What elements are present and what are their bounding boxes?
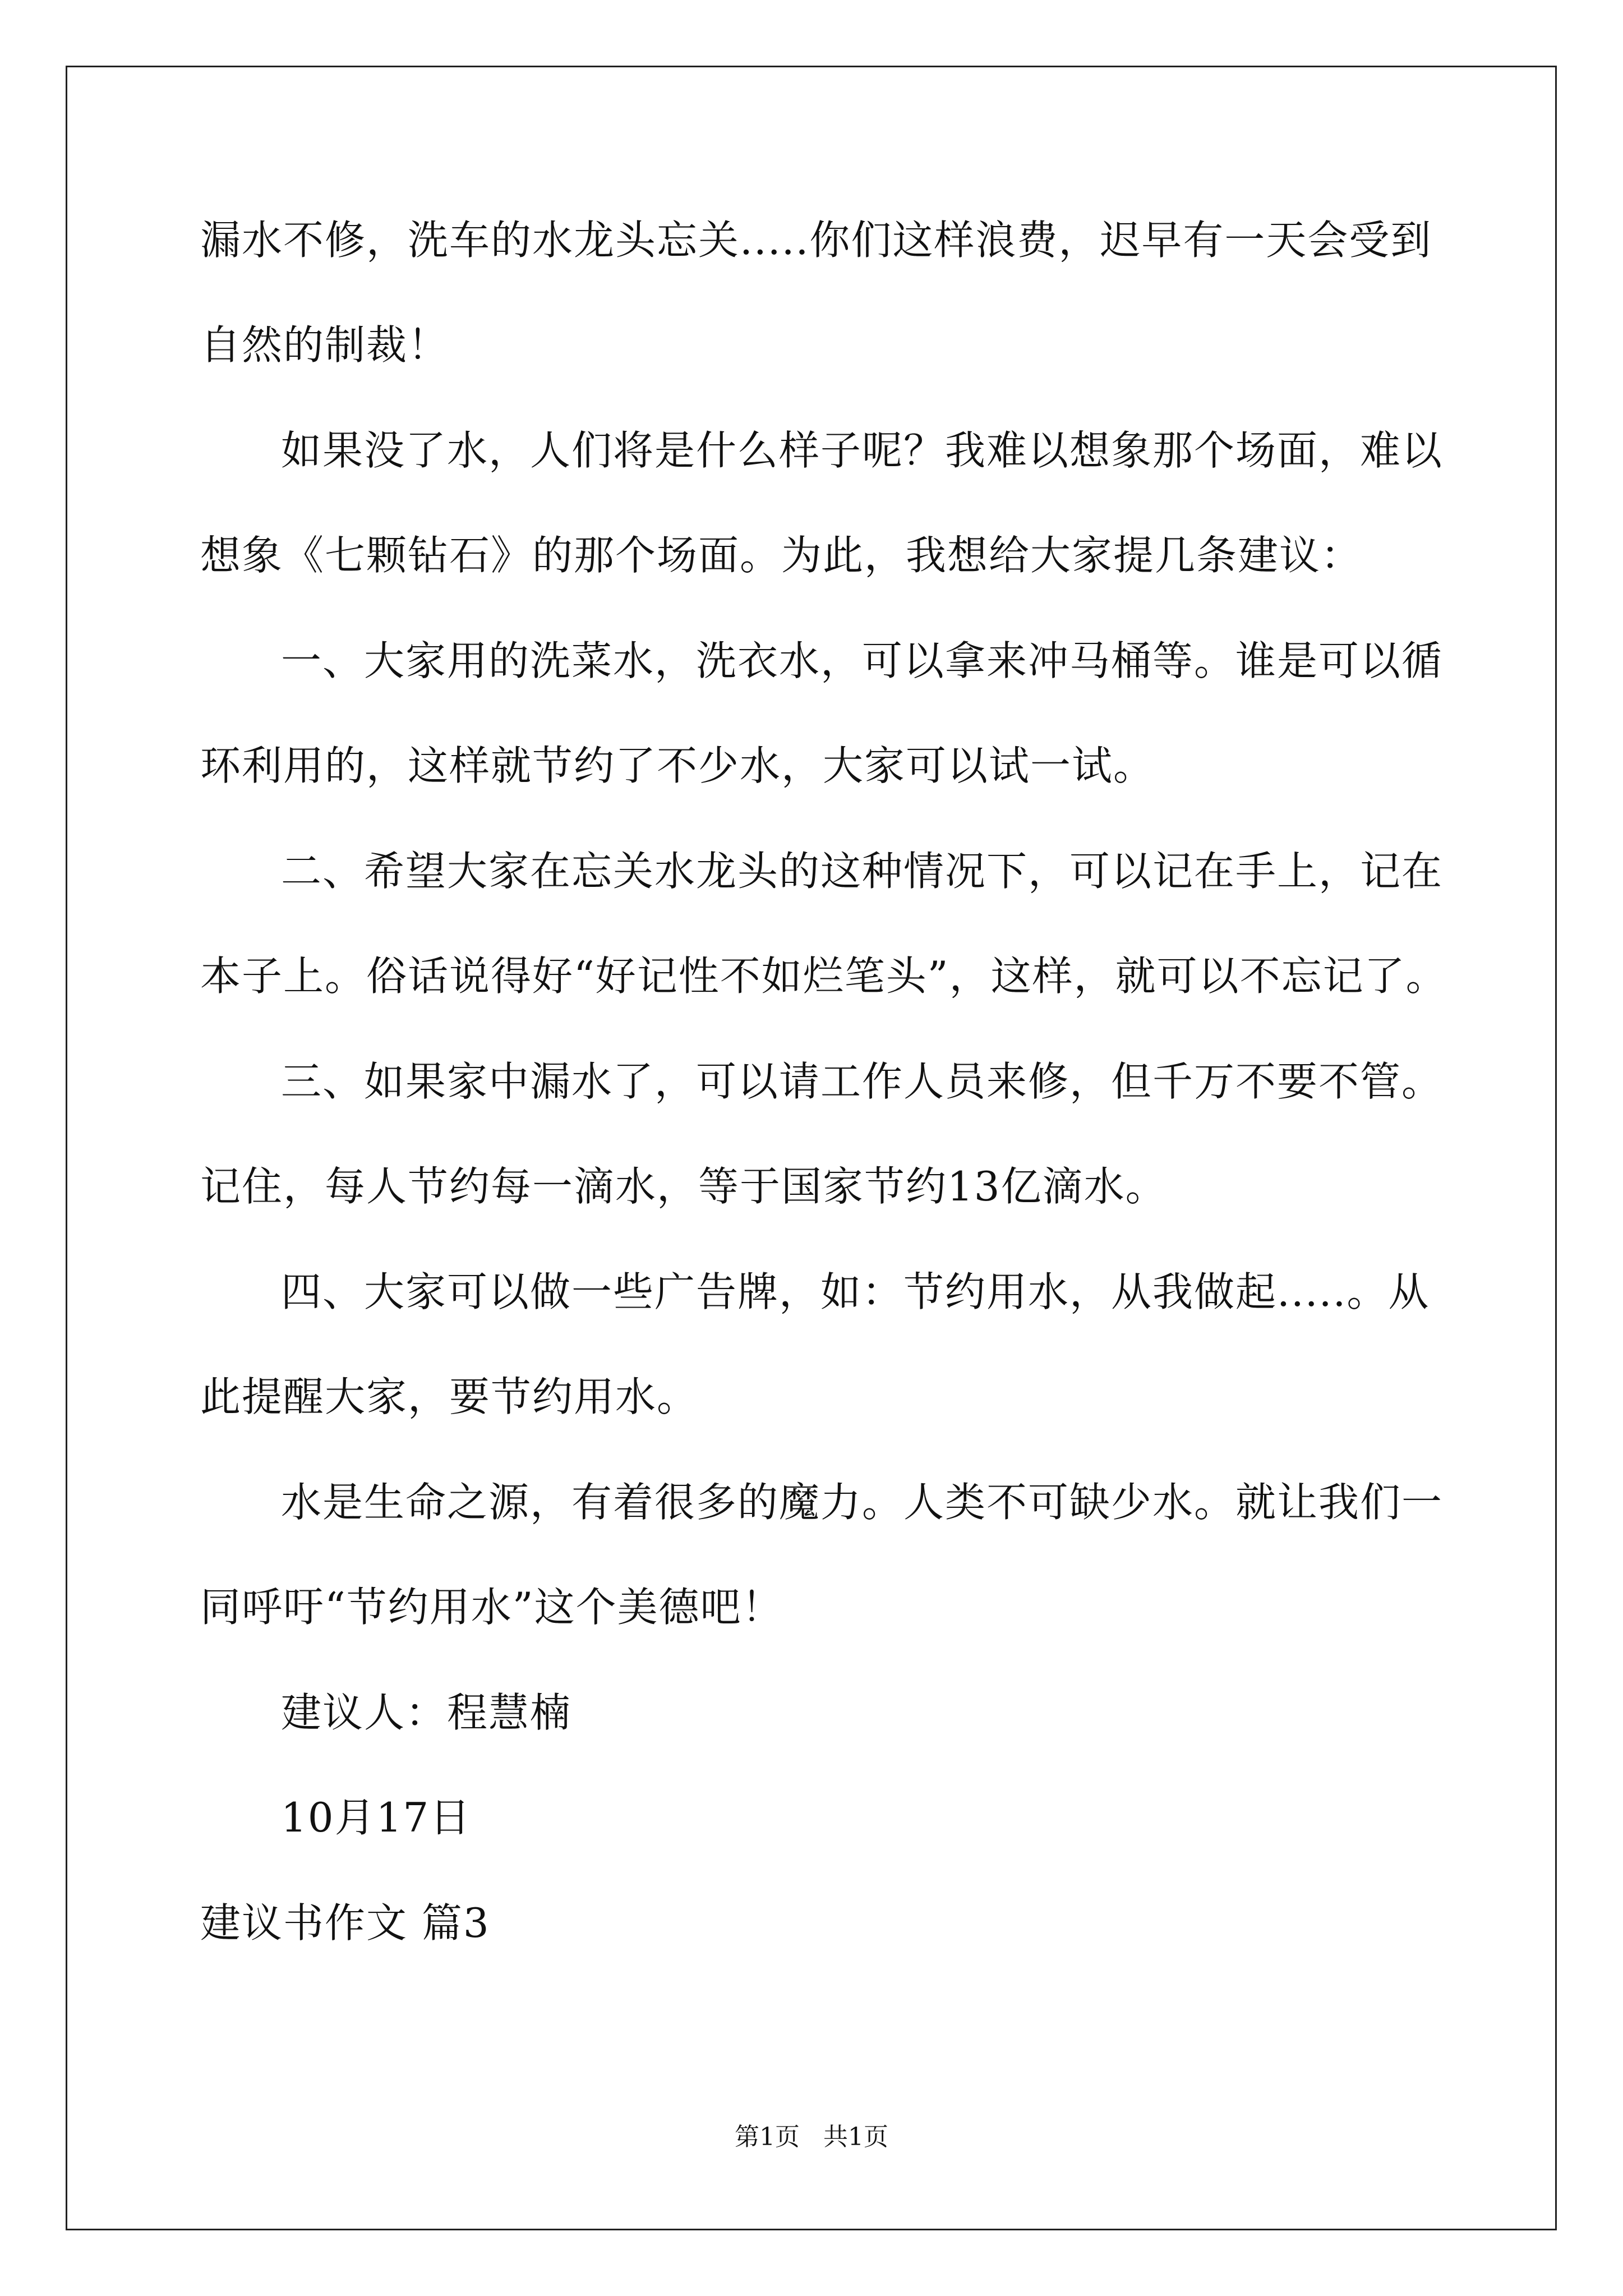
section-heading: 建议书作文 篇3	[200, 1899, 490, 1947]
text-line: 环利用的，这样就节约了不少水，大家可以试一试。	[200, 742, 1155, 789]
page-number-current: 第1页	[735, 2123, 800, 2151]
text-line: 一、大家用的洗菜水，洗衣水，可以拿来冲马桶等。谁是可以循	[281, 637, 1444, 684]
text-line: 二、希望大家在忘关水龙头的这种情况下，可以记在手上，记在	[281, 848, 1444, 895]
text-line: 同呼吁“节约用水”这个美德吧！	[200, 1584, 783, 1631]
text-line: 水是生命之源，有着很多的魔力。人类不可缺少水。就让我们一	[281, 1479, 1444, 1526]
text-line: 想象《七颗钻石》的那个场面。为此，我想给大家提几条建议：	[200, 532, 1363, 579]
text-line: 记住，每人节约每一滴水，等于国家节约13亿滴水。	[200, 1163, 1167, 1210]
page-footer	[0, 2120, 1623, 2154]
text-line: 三、如果家中漏水了，可以请工作人员来修，但千万不要不管。	[281, 1058, 1444, 1105]
text-line: 如果没了水，人们将是什么样子呢？我难以想象那个场面，难以	[281, 427, 1444, 474]
text-line: 四、大家可以做一些广告牌，如：节约用水，从我做起.....。从	[281, 1268, 1430, 1315]
page-number-total: 共1页	[823, 2123, 888, 2151]
text-line: 漏水不修，洗车的水龙头忘关.....你们这样浪费，迟早有一天会受到	[200, 217, 1432, 264]
text-line: 此提醒大家，要节约用水。	[200, 1373, 699, 1420]
text-line: 自然的制裁！	[200, 321, 450, 369]
signature-line: 建议人：程慧楠	[281, 1689, 572, 1736]
date-line: 10月17日	[281, 1794, 472, 1841]
text-line: 本子上。俗话说得好“好记性不如烂笔头”，这样，就可以不忘记了。	[200, 953, 1447, 1000]
